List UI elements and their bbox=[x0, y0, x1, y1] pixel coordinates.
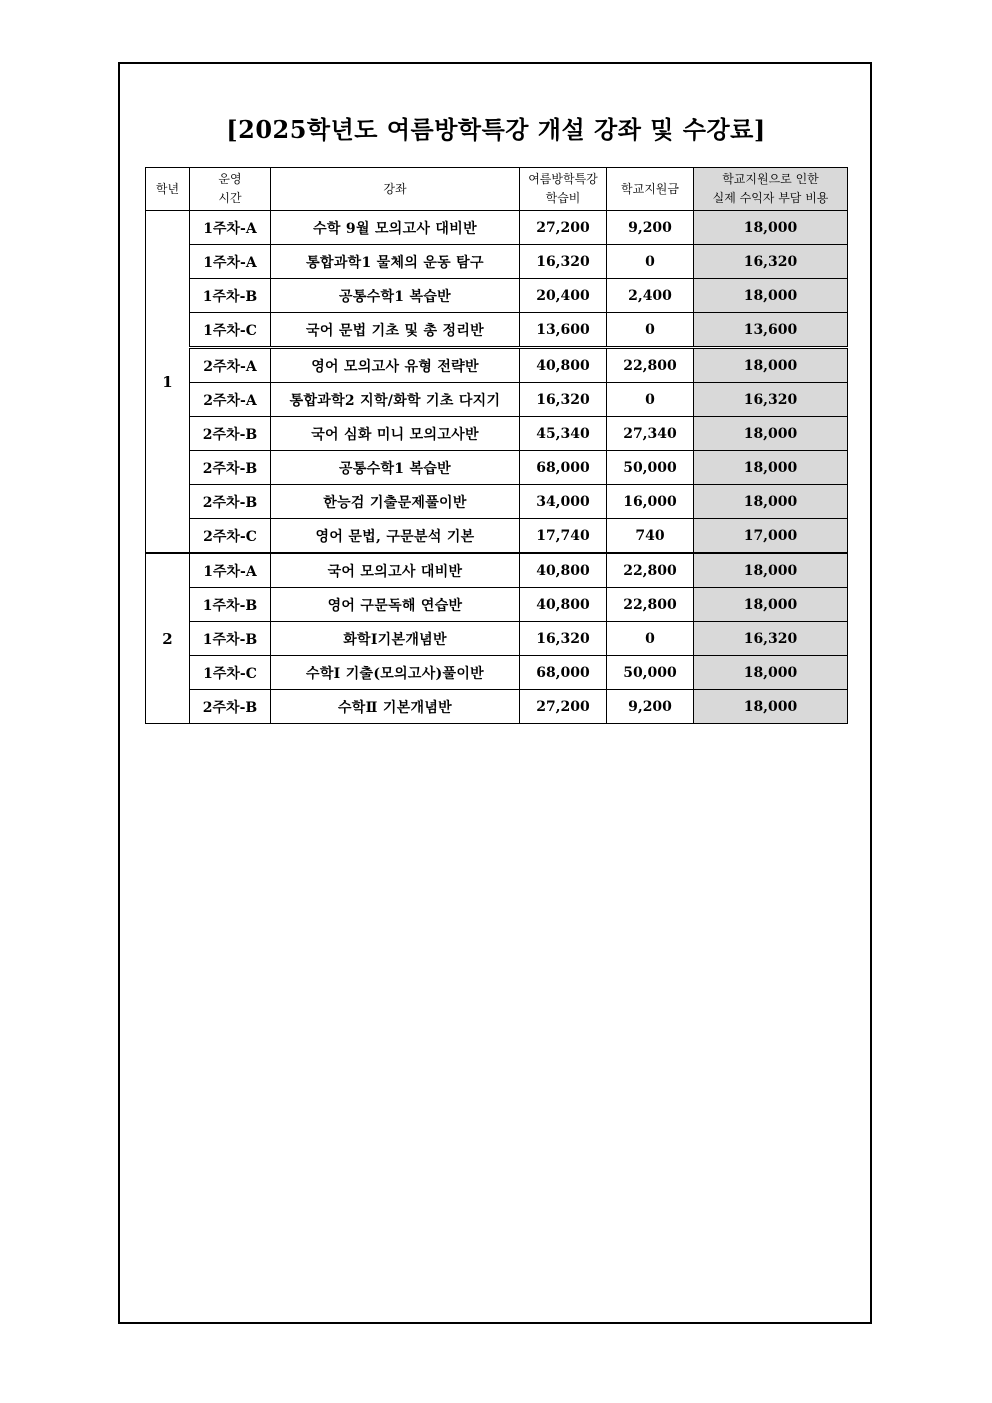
actual-cost-cell: 16,320 bbox=[694, 245, 848, 279]
time-cell: 2주차-B bbox=[190, 417, 271, 451]
support-cell: 50,000 bbox=[607, 656, 694, 690]
actual-cost-cell: 13,600 bbox=[694, 313, 848, 348]
fee-cell: 13,600 bbox=[520, 313, 607, 348]
support-cell: 9,200 bbox=[607, 690, 694, 724]
table-row bbox=[146, 622, 848, 656]
support-cell: 2,400 bbox=[607, 279, 694, 313]
course-cell: 영어 구문독해 연습반 bbox=[271, 588, 520, 622]
actual-cost-cell: 18,000 bbox=[694, 588, 848, 622]
actual-cost-cell: 18,000 bbox=[694, 348, 848, 383]
time-cell: 1주차-A bbox=[190, 245, 271, 279]
header-course: 강좌 bbox=[271, 168, 520, 211]
table-row bbox=[146, 656, 848, 690]
actual-cost-cell: 18,000 bbox=[694, 690, 848, 724]
page-title: [2025학년도 여름방학특강 개설 강좌 및 수강료] bbox=[226, 115, 766, 144]
support-cell: 0 bbox=[607, 622, 694, 656]
header-support: 학교지원금 bbox=[607, 168, 694, 211]
time-cell: 2주차-A bbox=[190, 348, 271, 383]
time-cell: 1주차-A bbox=[190, 211, 271, 245]
actual-cost-cell: 18,000 bbox=[694, 656, 848, 690]
table-row bbox=[146, 485, 848, 519]
table-row bbox=[146, 690, 848, 724]
header-grade: 학년 bbox=[146, 168, 190, 211]
actual-cost-cell: 16,320 bbox=[694, 622, 848, 656]
table-row bbox=[146, 417, 848, 451]
support-cell: 22,800 bbox=[607, 348, 694, 383]
fee-cell: 34,000 bbox=[520, 485, 607, 519]
grade-1-cell: 1 bbox=[146, 211, 190, 554]
fee-cell: 16,320 bbox=[520, 383, 607, 417]
support-cell: 0 bbox=[607, 313, 694, 348]
course-cell: 공통수학1 복습반 bbox=[271, 451, 520, 485]
time-cell: 2주차-C bbox=[190, 519, 271, 554]
time-cell: 1주차-C bbox=[190, 313, 271, 348]
support-cell: 0 bbox=[607, 245, 694, 279]
course-cell: 수학 9월 모의고사 대비반 bbox=[271, 211, 520, 245]
support-cell: 27,340 bbox=[607, 417, 694, 451]
course-cell: 수학Ⅰ 기출(모의고사)풀이반 bbox=[271, 656, 520, 690]
fee-cell: 27,200 bbox=[520, 690, 607, 724]
fee-cell: 17,740 bbox=[520, 519, 607, 554]
time-cell: 2주차-B bbox=[190, 690, 271, 724]
fee-cell: 45,340 bbox=[520, 417, 607, 451]
time-cell: 2주차-A bbox=[190, 383, 271, 417]
actual-cost-cell: 17,000 bbox=[694, 519, 848, 554]
time-cell: 1주차-C bbox=[190, 656, 271, 690]
time-cell: 1주차-B bbox=[190, 622, 271, 656]
table-row bbox=[146, 588, 848, 622]
fee-cell: 40,800 bbox=[520, 348, 607, 383]
actual-cost-cell: 18,000 bbox=[694, 279, 848, 313]
time-cell: 1주차-B bbox=[190, 279, 271, 313]
table-row bbox=[146, 245, 848, 279]
fee-table bbox=[145, 167, 848, 724]
course-cell: 한능검 기출문제풀이반 bbox=[271, 485, 520, 519]
header-fee: 여름방학특강 학습비 bbox=[520, 168, 607, 211]
fee-cell: 68,000 bbox=[520, 656, 607, 690]
actual-cost-cell: 18,000 bbox=[694, 553, 848, 588]
time-cell: 2주차-B bbox=[190, 485, 271, 519]
grade-2-cell: 2 bbox=[146, 553, 190, 724]
actual-cost-cell: 18,000 bbox=[694, 417, 848, 451]
course-cell: 공통수학1 복습반 bbox=[271, 279, 520, 313]
fee-cell: 27,200 bbox=[520, 211, 607, 245]
table-row bbox=[146, 348, 848, 383]
table-row bbox=[146, 211, 848, 245]
course-cell: 국어 문법 기초 및 총 정리반 bbox=[271, 313, 520, 348]
table-row bbox=[146, 451, 848, 485]
course-cell: 화학Ⅰ기본개념반 bbox=[271, 622, 520, 656]
fee-cell: 16,320 bbox=[520, 245, 607, 279]
header-actual-cost: 학교지원으로 인한 실제 수익자 부담 비용 bbox=[694, 168, 848, 211]
fee-cell: 40,800 bbox=[520, 588, 607, 622]
actual-cost-cell: 16,320 bbox=[694, 383, 848, 417]
header-time: 운영 시간 bbox=[190, 168, 271, 211]
support-cell: 9,200 bbox=[607, 211, 694, 245]
table-row bbox=[146, 553, 848, 588]
fee-cell: 20,400 bbox=[520, 279, 607, 313]
actual-cost-cell: 18,000 bbox=[694, 211, 848, 245]
support-cell: 16,000 bbox=[607, 485, 694, 519]
table-row bbox=[146, 519, 848, 554]
support-cell: 22,800 bbox=[607, 553, 694, 588]
table-row bbox=[146, 383, 848, 417]
course-cell: 영어 문법, 구문분석 기본 bbox=[271, 519, 520, 554]
fee-cell: 68,000 bbox=[520, 451, 607, 485]
table-row bbox=[146, 279, 848, 313]
time-cell: 2주차-B bbox=[190, 451, 271, 485]
support-cell: 740 bbox=[607, 519, 694, 554]
header-row bbox=[146, 168, 848, 211]
fee-cell: 16,320 bbox=[520, 622, 607, 656]
course-cell: 국어 심화 미니 모의고사반 bbox=[271, 417, 520, 451]
course-cell: 국어 모의고사 대비반 bbox=[271, 553, 520, 588]
support-cell: 50,000 bbox=[607, 451, 694, 485]
course-cell: 통합과학2 지학/화학 기초 다지기 bbox=[271, 383, 520, 417]
course-cell: 영어 모의고사 유형 전략반 bbox=[271, 348, 520, 383]
actual-cost-cell: 18,000 bbox=[694, 451, 848, 485]
actual-cost-cell: 18,000 bbox=[694, 485, 848, 519]
course-cell: 통합과학1 물체의 운동 탐구 bbox=[271, 245, 520, 279]
support-cell: 22,800 bbox=[607, 588, 694, 622]
fee-cell: 40,800 bbox=[520, 553, 607, 588]
support-cell: 0 bbox=[607, 383, 694, 417]
course-cell: 수학Ⅱ 기본개념반 bbox=[271, 690, 520, 724]
table-row bbox=[146, 313, 848, 348]
time-cell: 1주차-A bbox=[190, 553, 271, 588]
time-cell: 1주차-B bbox=[190, 588, 271, 622]
